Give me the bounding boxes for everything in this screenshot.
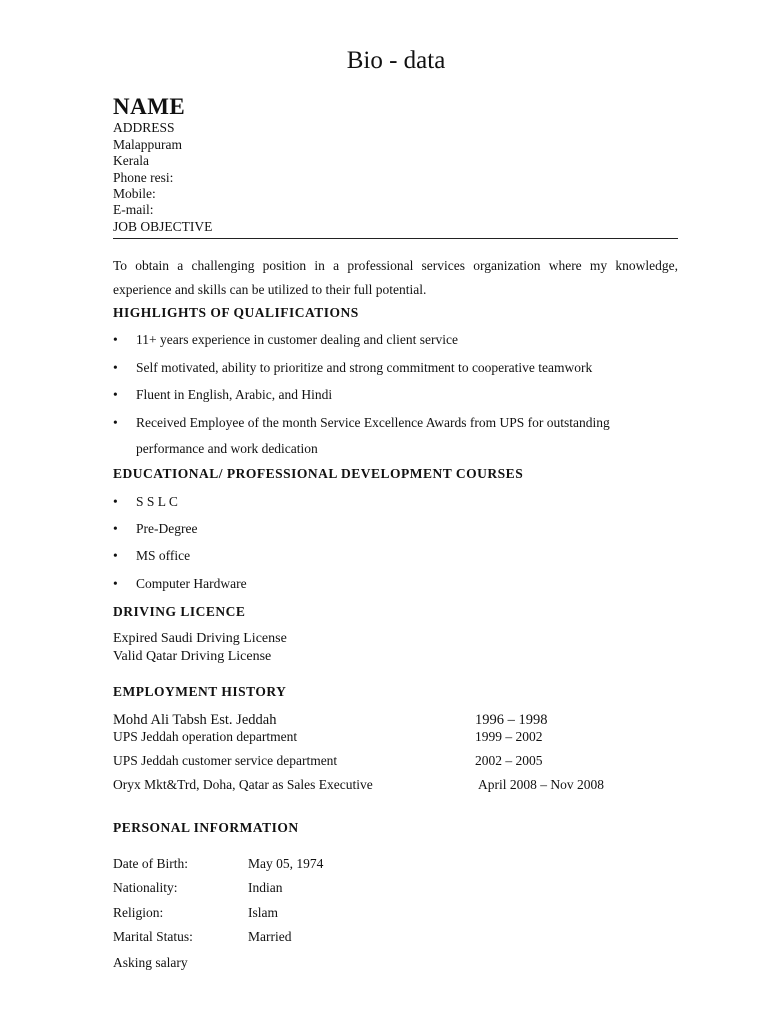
licence-item: Valid Qatar Driving License <box>113 649 272 664</box>
objective-text: To obtain a challenging position in a professional services organization where my knowledge, experience and skills can be utilized to their full potential. <box>113 258 678 297</box>
employment-period: April 2008 – Nov 2008 <box>478 777 604 792</box>
list-item-text: S S L C <box>136 494 178 509</box>
bullet-icon: • <box>113 415 118 430</box>
licence-item: Expired Saudi Driving License <box>113 631 287 646</box>
email-label: E-mail: <box>113 202 154 217</box>
personal-heading: PERSONAL INFORMATION <box>113 820 299 835</box>
employment-period: 2002 – 2005 <box>475 753 543 768</box>
bullet-icon: • <box>113 387 118 402</box>
bullet-icon: • <box>113 548 118 563</box>
employment-company: Oryx Mkt&Trd, Doha, Qatar as Sales Executive <box>113 777 373 792</box>
address-city: Malappuram <box>113 137 182 152</box>
list-item-text: Computer Hardware <box>136 576 247 591</box>
employment-period: 1996 – 1998 <box>475 712 548 728</box>
bullet-icon: • <box>113 576 118 591</box>
list-item-text: Pre-Degree <box>136 521 198 536</box>
personal-label: Asking salary <box>113 955 188 970</box>
phone-label: Phone resi: <box>113 170 174 185</box>
address-label: ADDRESS <box>113 120 175 135</box>
objective-heading: JOB OBJECTIVE <box>113 219 213 234</box>
bullet-icon: • <box>113 521 118 536</box>
list-item-text: 11+ years experience in customer dealing and client service <box>136 332 458 347</box>
list-item-text: performance and work dedication <box>136 441 318 456</box>
personal-value: May 05, 1974 <box>248 856 324 871</box>
divider <box>113 238 678 239</box>
qualifications-heading: HIGHLIGHTS OF QUALIFICATIONS <box>113 305 359 320</box>
address-state: Kerala <box>113 153 149 168</box>
personal-value: Islam <box>248 905 278 920</box>
personal-label: Date of Birth: <box>113 856 188 871</box>
personal-value: Married <box>248 929 292 944</box>
applicant-name: NAME <box>113 94 186 119</box>
bullet-icon: • <box>113 360 118 375</box>
list-item-text: Self motivated, ability to prioritize and strong commitment to cooperative teamwork <box>136 360 593 375</box>
bullet-icon: • <box>113 494 118 509</box>
mobile-label: Mobile: <box>113 186 156 201</box>
bullet-icon: • <box>113 332 118 347</box>
personal-label: Nationality: <box>113 880 178 895</box>
courses-heading: EDUCATIONAL/ PROFESSIONAL DEVELOPMENT COURSES <box>113 466 524 481</box>
document-title: Bio - data <box>346 47 446 74</box>
employment-heading: EMPLOYMENT HISTORY <box>113 684 287 699</box>
employment-period: 1999 – 2002 <box>475 729 543 744</box>
employment-company: UPS Jeddah customer service department <box>113 753 338 768</box>
list-item-text: Received Employee of the month Service Excellence Awards from UPS for outstanding <box>136 415 610 430</box>
list-item-text: Fluent in English, Arabic, and Hindi <box>136 387 333 402</box>
employment-company: UPS Jeddah operation department <box>113 729 298 744</box>
personal-label: Religion: <box>113 905 164 920</box>
employment-company: Mohd Ali Tabsh Est. Jeddah <box>113 712 277 728</box>
driving-heading: DRIVING LICENCE <box>113 604 246 619</box>
personal-value: Indian <box>248 880 283 895</box>
list-item-text: MS office <box>136 548 191 563</box>
personal-label: Marital Status: <box>113 929 193 944</box>
